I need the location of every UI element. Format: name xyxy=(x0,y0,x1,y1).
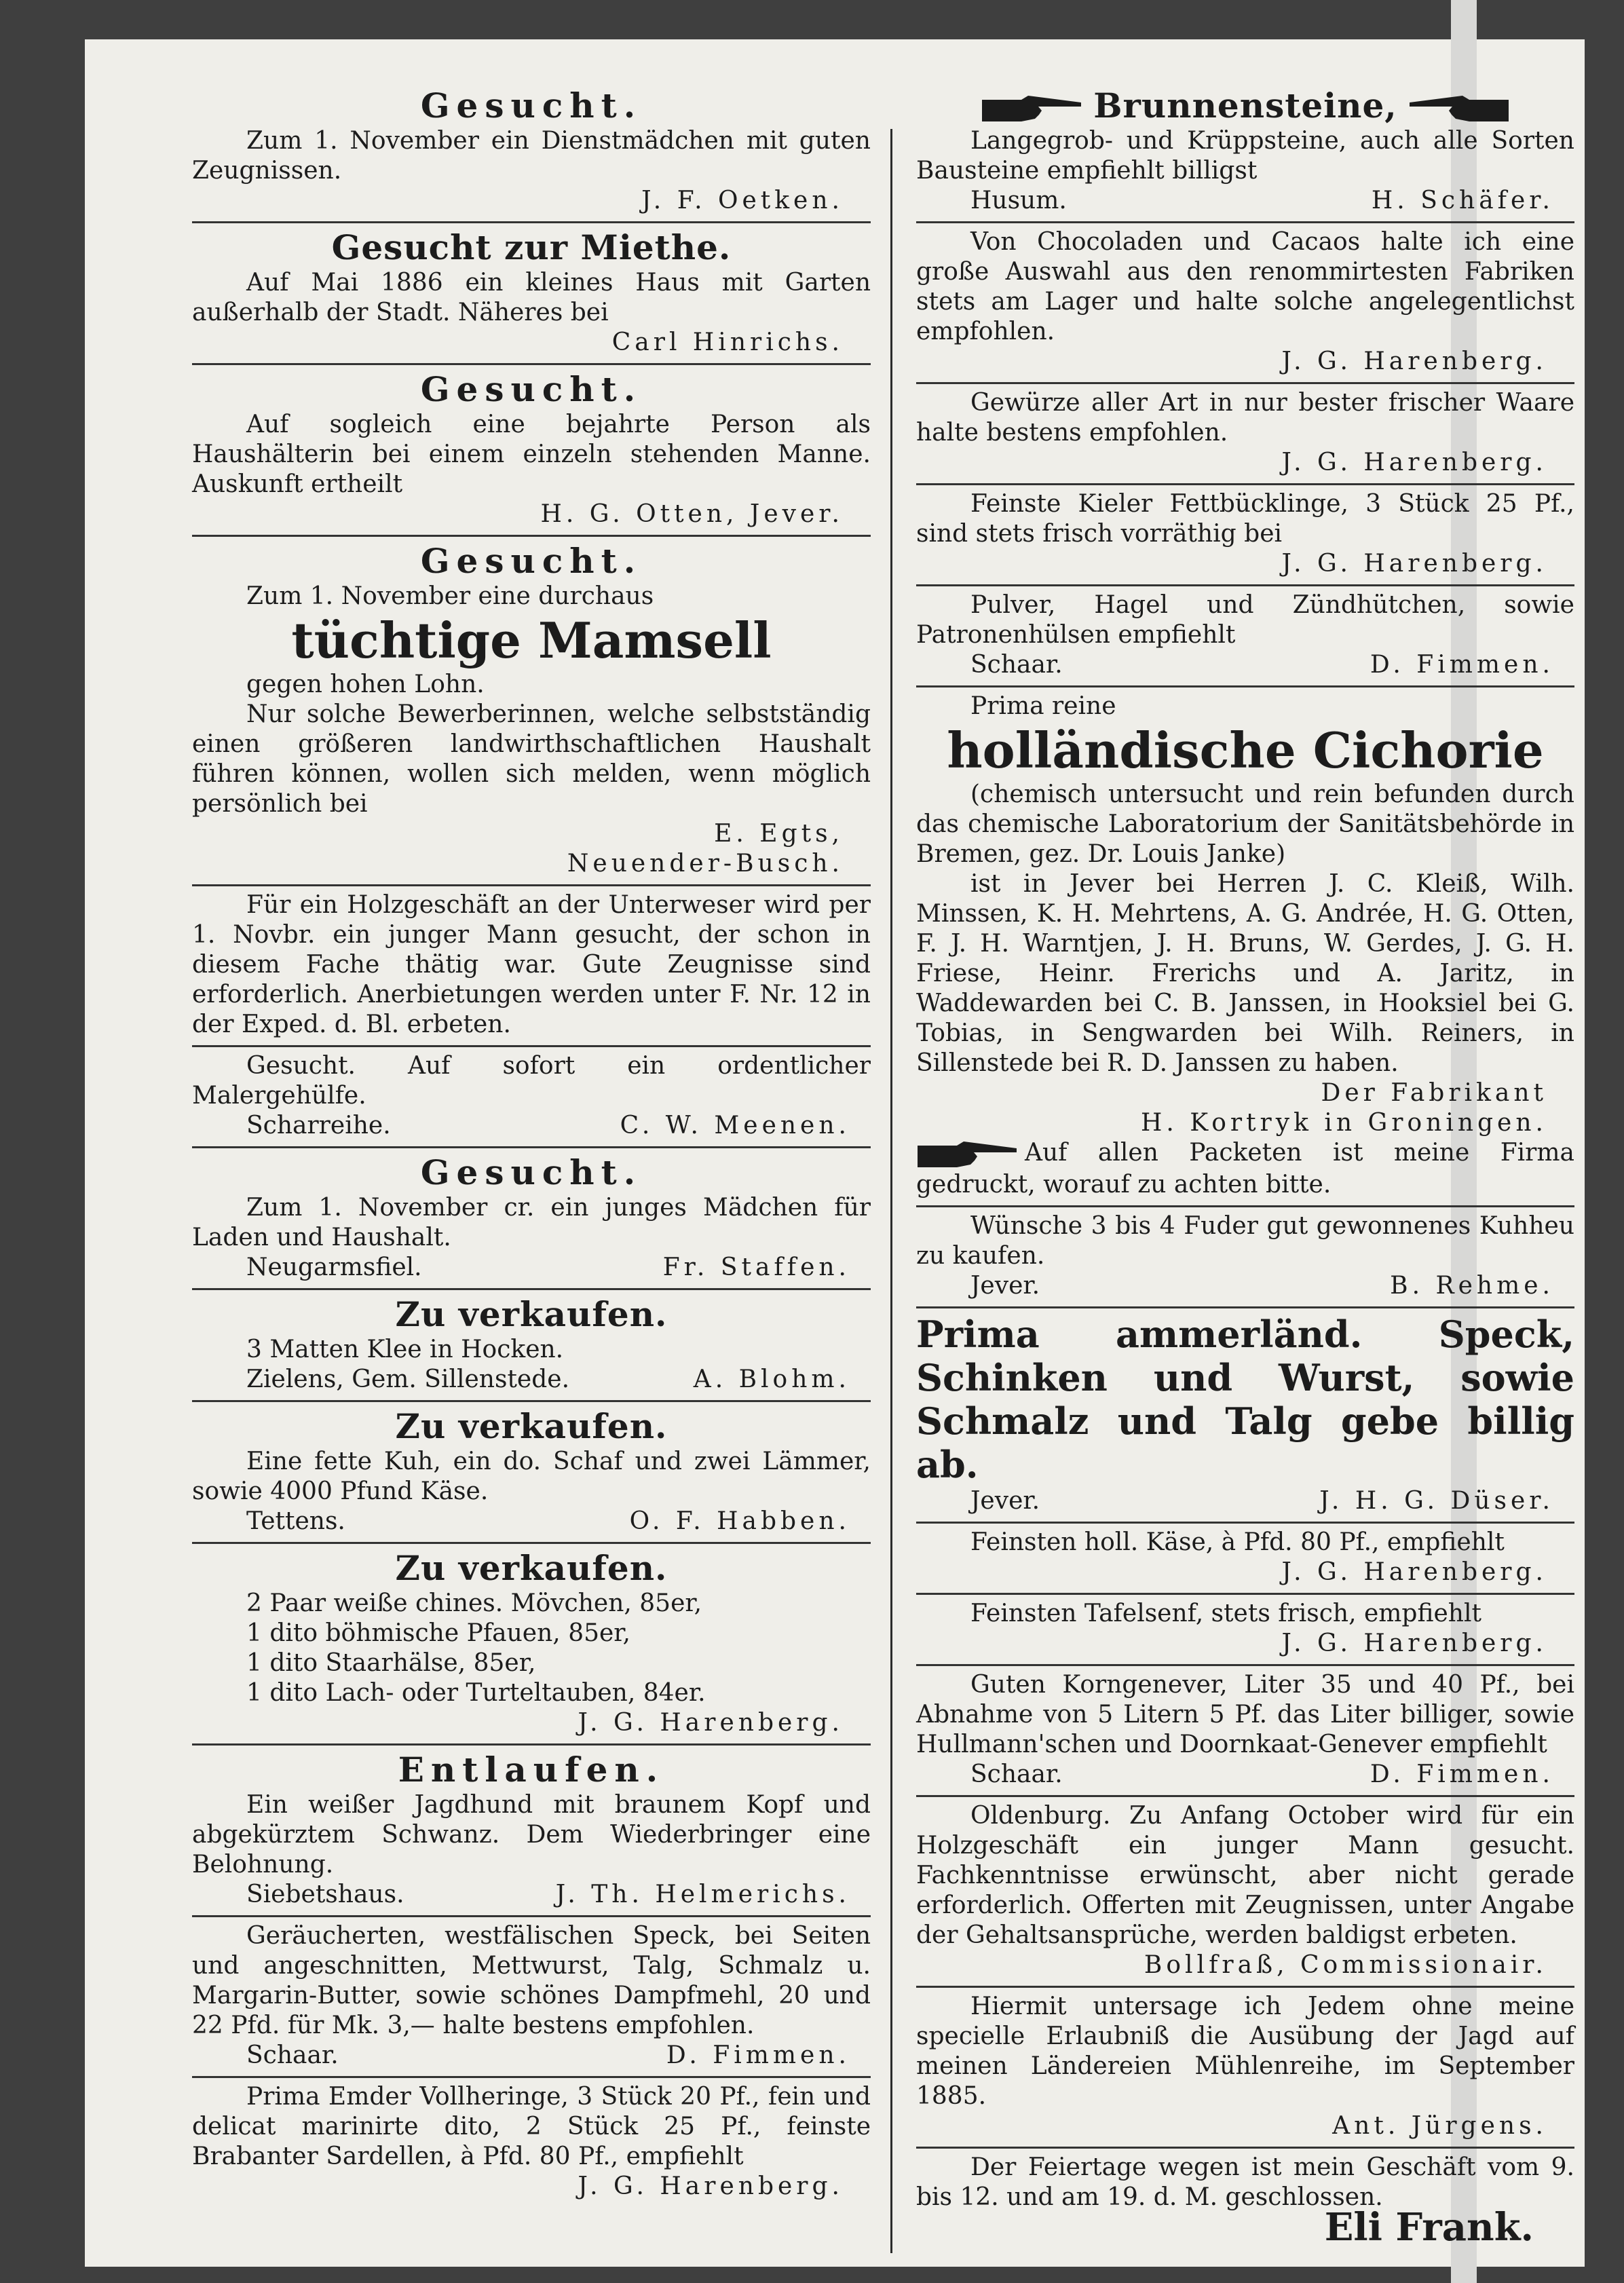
ad-text: Für ein Holzgeschäft an der Unterweser wird per 1. Novbr. ein junger Mann gesucht, der schon in diesem Fache thätig war. Gute Zeugnisse sind erforderlich. Anerbietungen werden unter F. Nr. 12 in der Exped. d. Bl. erbeten. xyxy=(192,891,871,1038)
ad-signature: C. W. Meenen. xyxy=(620,1112,850,1139)
ad-text: Guten Korngenever, Liter 35 und 40 Pf., bei Abnahme von 5 Litern 5 Pf. das Liter billiger, sowie Hullmann'schen und Doornkaat-Genever empfiehlt xyxy=(916,1671,1574,1758)
ad-heading: Gesucht zur Miethe. xyxy=(331,227,732,267)
ad-heading: Entlaufen. xyxy=(398,1750,665,1790)
ad-text: 3 Matten Klee in Hocken. xyxy=(246,1336,564,1363)
ad-text: Gewürze aller Art in nur bester frischer Waare halte bestens empfohlen. xyxy=(916,389,1574,447)
ad-block xyxy=(916,2149,1574,2248)
ad-place: Tettens. xyxy=(246,1507,345,1535)
ad-signature: J. H. G. Düser. xyxy=(1319,1487,1554,1515)
ad-text: Feinsten holl. Käse, à Pfd. 80 Pf., empfiehlt xyxy=(970,1528,1505,1556)
ad-block xyxy=(192,1290,871,1402)
ad-heading: Gesucht. xyxy=(420,86,643,126)
ad-headline: Prima ammerländ. Speck, Schinken und Wurst, sowie Schmalz und Talg gebe billig ab. xyxy=(916,1313,1574,1486)
ad-block xyxy=(916,223,1574,384)
ad-heading-text: Brunnensteine, xyxy=(1093,86,1397,126)
ad-headline: holländische Cichorie xyxy=(947,721,1544,779)
ad-heading: Zu verkaufen. xyxy=(395,1548,668,1588)
ad-text: Feinsten Tafelsenf, stets frisch, empfiehlt xyxy=(970,1600,1481,1627)
ad-text: 1 dito Lach- oder Turteltauben, 84er. xyxy=(246,1679,706,1707)
ad-signature: H. G. Otten, Jever. xyxy=(540,500,844,528)
ad-signature: D. Fimmen. xyxy=(1370,651,1554,679)
ad-text: 1 dito Staarhälse, 85er, xyxy=(246,1649,536,1677)
ad-block xyxy=(916,1595,1574,1666)
ad-signature: D. Fimmen. xyxy=(1370,1760,1554,1788)
ad-place: Siebetshaus. xyxy=(246,1881,404,1908)
ad-place: Zielens, Gem. Sillenstede. xyxy=(246,1365,570,1393)
ad-signature: J. G. Harenberg. xyxy=(578,1709,844,1737)
ad-text: Ein weißer Jagdhund mit braunem Kopf und abgekürztem Schwanz. Dem Wiederbringer eine Belohnung. xyxy=(192,1791,871,1879)
ad-text: Langegrob- und Krüppsteine, auch alle Sorten Bausteine empfiehlt billigst xyxy=(916,127,1574,185)
ad-signature: J. F. Oetken. xyxy=(641,187,844,214)
ad-block xyxy=(192,223,871,365)
ad-signature: Der Fabrikant xyxy=(1321,1079,1547,1107)
ad-place: Jever. xyxy=(970,1272,1040,1300)
ad-note xyxy=(916,1138,1574,1200)
ad-block xyxy=(916,1524,1574,1595)
ad-place: Scharreihe. xyxy=(246,1112,391,1139)
ad-text: Zum 1. November ein Dienstmädchen mit guten Zeugnissen. xyxy=(192,127,871,185)
ad-signature: H. Schäfer. xyxy=(1371,187,1554,214)
ad-intro: Zum 1. November eine durchaus xyxy=(246,582,654,610)
ad-text: Wünsche 3 bis 4 Fuder gut gewonnenes Kuhheu zu kaufen. xyxy=(916,1212,1574,1270)
ad-signature-row xyxy=(916,1271,1574,1301)
ad-block xyxy=(192,1148,871,1290)
ad-block xyxy=(192,2078,871,2207)
ad-signature-row xyxy=(192,1365,871,1395)
ad-signature-row xyxy=(916,1760,1574,1790)
ad-signature: J. G. Harenberg. xyxy=(1281,1558,1547,1586)
ad-text: Geräucherten, westfälischen Speck, bei Seiten und angeschnitten, Mettwurst, Talg, Schmalz u. Margarin-Butter, sowie schönes Dampfmehl, 20 und 22 Pfd. für Mk. 3,— halte bestens empfohlen. xyxy=(192,1922,871,2039)
pointing-hand-icon xyxy=(916,1139,1018,1170)
ad-signature: Fr. Staffen. xyxy=(662,1253,850,1281)
ad-place: Schaar. xyxy=(970,651,1063,679)
ad-place: Neugarmsfiel. xyxy=(246,1253,422,1281)
ad-text: ist in Jever bei Herren J. C. Kleiß, Wilh. Minssen, K. H. Mehrtens, A. G. Andrée, H. G. Otten, F. J. H. Warntjen, J. H. Bruns, W. Gerdes, J. G. H. Friese, Heinr. Frerichs und A. Jaritz, in Waddewarden bei C. B. Janssen, in Hooksiel bei G. Tobias, in Sengwarden bei Wilh. Reiners, in Sillenstede bei R. D. Janssen zu haben. xyxy=(916,870,1574,1077)
column-divider xyxy=(890,129,892,2253)
ad-text: Pulver, Hagel und Zündhütchen, sowie Patronenhülsen empfiehlt xyxy=(916,591,1574,649)
ad-signature: J. G. Harenberg. xyxy=(578,2172,844,2200)
ad-text: Eine fette Kuh, ein do. Schaf und zwei Lämmer, sowie 4000 Pfund Käse. xyxy=(192,1448,871,1505)
ad-signature: J. G. Harenberg. xyxy=(1281,347,1547,375)
ad-signature-2: H. Kortryk in Groningen. xyxy=(1140,1109,1547,1137)
ad-block xyxy=(192,1746,871,1917)
ad-signature: Ant. Jürgens. xyxy=(1332,2112,1547,2140)
ad-block xyxy=(916,1988,1574,2149)
ad-block xyxy=(192,537,871,886)
ad-text: gegen hohen Lohn. xyxy=(246,671,485,698)
ad-signature: E. Egts, xyxy=(714,820,844,848)
ad-text: Der Feiertage wegen ist mein Geschäft vom 9. bis 12. und am 19. d. M. geschlossen. xyxy=(916,2153,1574,2211)
ad-note-text: Auf allen Packeten ist meine Firma gedruckt, worauf zu achten bitte. xyxy=(916,1139,1574,1199)
ad-block xyxy=(916,586,1574,687)
ad-text: (chemisch untersucht und rein befunden durch das chemische Laboratorium der Sanitätsbehörde in Bremen, gez. Dr. Louis Janke) xyxy=(916,780,1574,868)
ad-heading: Zu verkaufen. xyxy=(395,1406,668,1446)
ad-text: Gesucht. Auf sofort ein ordentlicher Malergehülfe. xyxy=(192,1052,871,1110)
ad-signature: J. G. Harenberg. xyxy=(1281,1629,1547,1657)
ad-signature: Bollfraß, Commissionair. xyxy=(1144,1951,1547,1979)
ad-heading xyxy=(916,86,1574,126)
ad-block xyxy=(192,1917,871,2078)
ad-text: Nur solche Bewerberinnen, welche selbstständig einen größeren landwirthschaftlichen Haushalt führen können, wollen sich melden, wenn möglich persönlich bei xyxy=(192,700,871,818)
ad-text: Auf Mai 1886 ein kleines Haus mit Garten außerhalb der Stadt. Näheres bei xyxy=(192,269,871,326)
ad-block xyxy=(192,1544,871,1746)
ad-place: Jever. xyxy=(970,1487,1040,1515)
ad-signature: J. Th. Helmerichs. xyxy=(555,1881,850,1908)
ad-place: Husum. xyxy=(970,187,1067,214)
ad-signature-row xyxy=(192,1507,871,1536)
ad-place: Schaar. xyxy=(970,1760,1063,1788)
pointing-hand-icon xyxy=(981,93,1082,124)
ad-signature: J. G. Harenberg. xyxy=(1281,449,1547,476)
ad-place: Schaar. xyxy=(246,2041,339,2069)
left-column xyxy=(192,81,871,2207)
ad-block xyxy=(916,81,1574,223)
ad-text: Zum 1. November cr. ein junges Mädchen für Laden und Haushalt. xyxy=(192,1194,871,1251)
ad-heading: Gesucht. xyxy=(420,1152,643,1192)
ad-text: Oldenburg. Zu Anfang October wird für ein Holzgeschäft ein junger Mann gesucht. Fachkenntnisse erwünscht, aber nicht gerade erforderlich. Offerten mit Zeugnissen, unter Angabe der Gehaltsansprüche, werden baldigst erbeten. xyxy=(916,1802,1574,1949)
ad-signature-row xyxy=(192,1111,871,1141)
ad-signature-row xyxy=(916,650,1574,680)
ad-signature: D. Fimmen. xyxy=(666,2041,850,2069)
ad-signature-row xyxy=(192,2041,871,2071)
ad-signature: B. Rehme. xyxy=(1390,1272,1554,1300)
ad-signature-row xyxy=(916,1486,1574,1516)
ad-signature-row xyxy=(916,186,1574,216)
ad-intro: Prima reine xyxy=(970,692,1116,720)
ad-block xyxy=(916,687,1574,1207)
ad-heading: Gesucht. xyxy=(420,541,643,581)
ad-text: 1 dito böhmische Pfauen, 85er, xyxy=(246,1619,630,1647)
ad-block xyxy=(192,1402,871,1544)
ad-block xyxy=(192,365,871,537)
ad-text: Prima Emder Vollheringe, 3 Stück 20 Pf., fein und delicat marinirte dito, 2 Stück 25 Pf., feinste Brabanter Sardellen, à Pfd. 80 Pf., empfiehlt xyxy=(192,2083,871,2170)
ad-headline: tüchtige Mamsell xyxy=(291,611,772,669)
ad-block xyxy=(192,1047,871,1148)
ad-signature: A. Blohm. xyxy=(693,1365,850,1393)
ad-block xyxy=(192,886,871,1047)
pointing-hand-icon xyxy=(1408,93,1510,124)
ad-text: Von Chocoladen und Cacaos halte ich eine große Auswahl aus den renommirtesten Fabriken stets am Lager und halte solche angelegentlichst empfohlen. xyxy=(916,228,1574,345)
ad-text: Feinste Kieler Fettbücklinge, 3 Stück 25 Pf., sind stets frisch vorräthig bei xyxy=(916,490,1574,548)
ad-block xyxy=(916,1308,1574,1524)
ad-block xyxy=(916,384,1574,485)
ad-signature-2: Neuender-Busch. xyxy=(567,850,844,878)
ad-signature: Eli Frank. xyxy=(1324,2205,1534,2250)
ad-block xyxy=(916,485,1574,586)
ad-block xyxy=(192,81,871,223)
ad-signature: O. F. Habben. xyxy=(629,1507,850,1535)
ad-signature-row xyxy=(192,1253,871,1283)
right-column xyxy=(916,81,1574,2248)
ad-block xyxy=(916,1797,1574,1988)
ad-heading: Gesucht. xyxy=(420,369,643,409)
ad-block xyxy=(916,1666,1574,1797)
ad-text: Auf sogleich eine bejahrte Person als Haushälterin bei einem einzeln stehenden Manne. Auskunft ertheilt xyxy=(192,411,871,498)
ad-text: 2 Paar weiße chines. Mövchen, 85er, xyxy=(246,1589,702,1617)
ad-block xyxy=(916,1207,1574,1308)
ad-signature: Carl Hinrichs. xyxy=(611,328,844,356)
ad-text: Hiermit untersage ich Jedem ohne meine specielle Erlaubniß die Ausübung der Jagd auf meinen Ländereien Mühlenreihe, im September 1885. xyxy=(916,1993,1574,2110)
ad-heading: Zu verkaufen. xyxy=(395,1294,668,1334)
ad-signature-row xyxy=(192,1880,871,1910)
ad-signature: J. G. Harenberg. xyxy=(1281,550,1547,578)
